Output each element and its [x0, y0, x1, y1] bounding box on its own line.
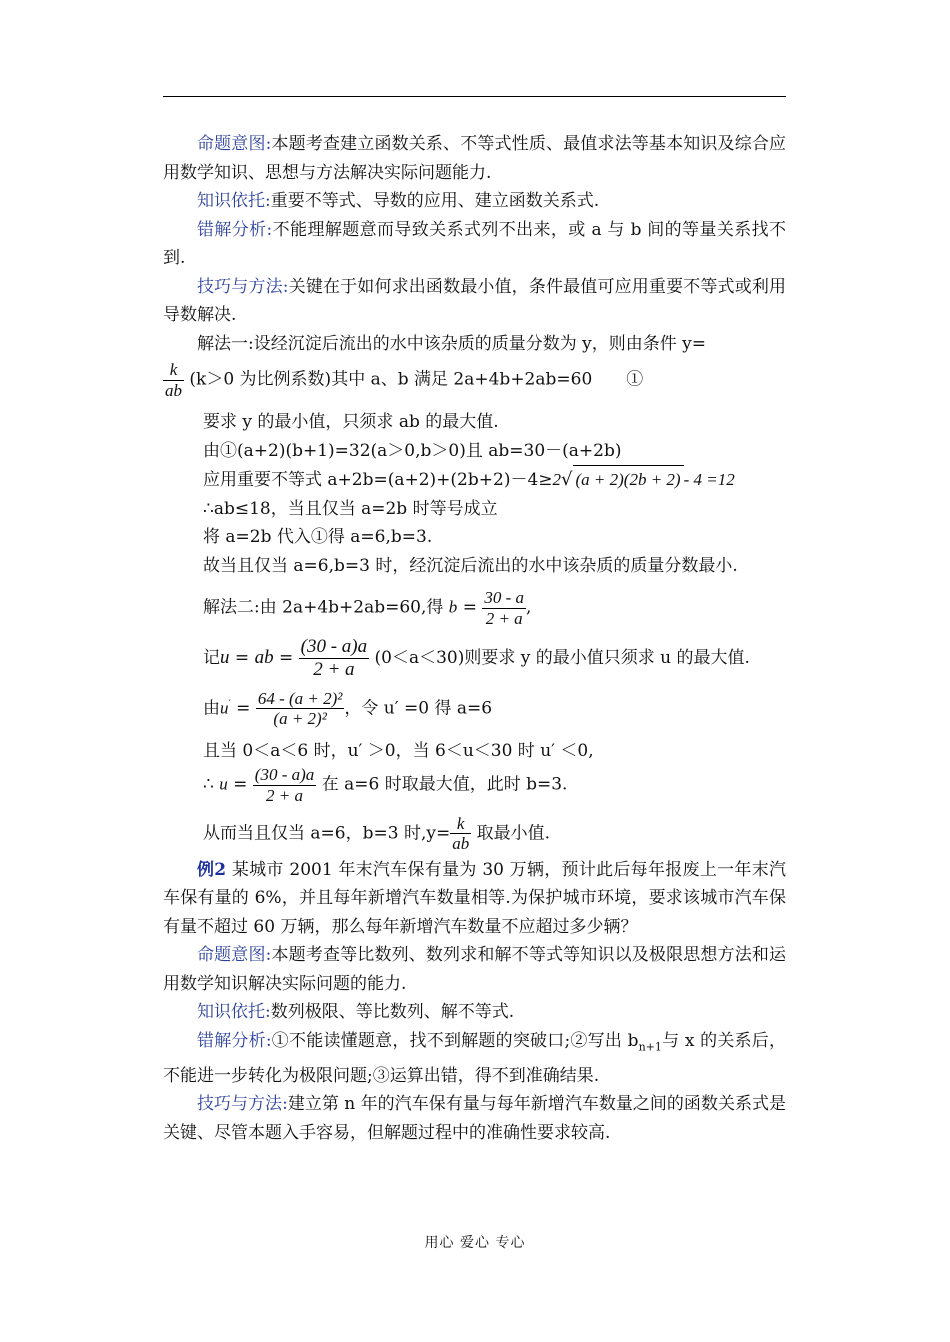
basis-label: 知识依托: — [197, 1002, 271, 1023]
p2-intent: 命题意图:本题考查等比数列、数列求和解不等式等知识以及极限思想方法和运用数学知识解决实际问题的能力. — [163, 945, 787, 994]
basis-label: 知识依托: — [197, 191, 271, 211]
method-label: 技巧与方法: — [197, 1094, 288, 1115]
frac-derivative: $\frac{\text{64 - (a + 2)²}}{\text{(a + 2)²}}$ — [257, 688, 343, 729]
sqrt-expression: (a + 2)(2b + 2) — [573, 465, 684, 495]
document-body — [163, 130, 786, 1147]
sol1-line7: 故当且仅当 a=6,b=3 时，经沉淀后流出的水中该杂质的质量分数最小. — [203, 555, 738, 576]
p1-error: 错解分析:不能理解题意而导致关系式列不出来，或 a 与 b 间的等量关系找不到. — [163, 219, 786, 268]
method-label: 技巧与方法: — [197, 276, 289, 297]
sol2-final: 从而当且仅当 a=6，b=3 时,y= $\frac{k}{ab}$ 取最小值. — [203, 813, 551, 854]
p1-basis: 知识依托:重要不等式、导数的应用、建立函数关系式. — [197, 191, 600, 211]
frac-k-ab: $\frac{k}{ab}$ — [165, 360, 182, 400]
sol2-max: ∴ u = $\frac{(30 - a)a}{2 + a}$ 在 a=6 时取最大值，此时 b=3. — [203, 765, 568, 806]
sol2-u-line: 记u = ab = $\frac{(30 - a)a}{2 + a}$ (0＜a＜30)则要求 y 的最小值只须求 u 的最大值. — [203, 636, 750, 681]
p1-method: 技巧与方法:关键在于如何求出函数最小值，条件最值可应用重要不等式或利用导数解决. — [163, 276, 787, 325]
header-rule — [163, 96, 786, 97]
intent-label: 命题意图: — [197, 134, 272, 154]
sol1-intro: 解法一:设经沉淀后流出的水中该杂质的质量分数为 y，则由条件 y= — [197, 333, 706, 354]
error-label: 错解分析: — [197, 1030, 272, 1051]
sol1-cond: $\frac{k}{ab}$ (k＞0 为比例系数)其中 a、b 满足 2a+4b+2ab=60 ① — [165, 360, 644, 400]
sol1-line4: 应用重要不等式 a+2b=(a+2)+(2b+2)－4≥2√ (a + 2)(2b + 2) - 4 =12 — [203, 465, 786, 495]
sol1-line5: ∴ab≤18，当且仅当 a=2b 时等号成立 — [203, 498, 498, 519]
sol2-sign: 且当 0＜a＜6 时，u′ ＞0，当 6＜u＜30 时 u′ ＜0, — [203, 740, 594, 761]
sol1-line3: 由①(a+2)(b+1)=32(a＞0,b＞0)且 ab=30－(a+2b) — [203, 440, 622, 461]
p2-error: 错解分析:①不能读懂题意，找不到解题的突破口;②写出 $b_{n+1}$与 x 的关系后，不能进一步转化为极限问题;③运算出错，得不到准确结果. — [163, 1030, 786, 1086]
error-label: 错解分析: — [197, 219, 273, 240]
sol2-derivative: 由u′ = $\frac{\text{64 - (a + 2)²}}{\text{(a + 2)²}}$ ，令 u′ =0 得 a=6 — [203, 688, 493, 729]
frac-b: $\frac{30 - a}{2 + a}$ — [484, 588, 525, 628]
sol2-intro: 解法二:由 2a+4b+2ab=60,得 b = $\frac{30 - a}{2 + a}$ , — [203, 588, 532, 628]
p2-basis: 知识依托:数列极限、等比数列、解不等式. — [197, 1002, 515, 1023]
frac-k-ab-final: $\frac{k}{ab}$ — [452, 813, 470, 854]
intent-label: 命题意图: — [197, 945, 272, 966]
p2-method: 技巧与方法:建立第 n 年的汽车保有量与每年新增汽车数量之间的函数关系式是关键、尽管本题入手容易，但解题过程中的准确性要求较高. — [163, 1094, 786, 1143]
page-footer: 用心 爱心 专心 — [424, 1235, 526, 1251]
frac-u-max: $\frac{(30 - a)a}{2 + a}$ — [254, 765, 315, 806]
example2-label: 例2 — [197, 859, 227, 880]
p2-statement: 例2 某城市 2001 年末汽车保有量为 30 万辆，预计此后每年报废上一年末汽车保有量的 6%，并且每年新增汽车数量相等.为保护城市环境，要求该城市汽车保有量不超过 60 万辆，那么每年新增汽车数量不应超过多少辆？ — [163, 859, 786, 937]
sol1-line6: 将 a=2b 代入①得 a=6,b=3. — [203, 527, 433, 548]
sol1-line2: 要求 y 的最小值，只须求 ab 的最大值. — [203, 412, 499, 433]
p1-intent: 命题意图:本题考查建立函数关系、不等式性质、最值求法等基本知识及综合应用数学知识、思想与方法解决实际问题能力. — [163, 134, 787, 183]
frac-u: $\frac{(30 - a)a}{2 + a}$ — [300, 636, 368, 681]
